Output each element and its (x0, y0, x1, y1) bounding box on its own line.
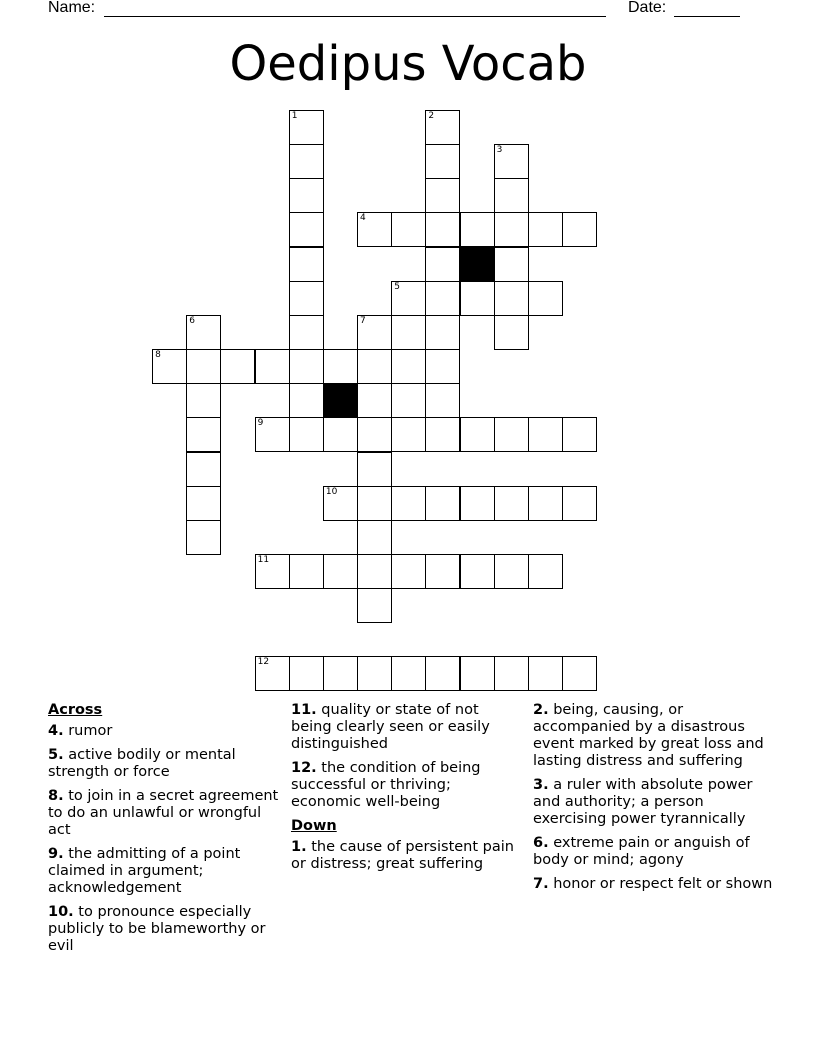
crossword-cell[interactable] (425, 212, 460, 247)
clue-text: to pronounce especially publicly to be blameworthy or evil (48, 904, 266, 954)
clue-column-1 (48, 702, 280, 962)
crossword-cell[interactable] (425, 315, 460, 350)
crossword-cell[interactable] (220, 349, 255, 384)
crossword-cell[interactable] (391, 417, 426, 452)
clue-number: 1 (291, 111, 298, 121)
crossword-cell[interactable] (494, 281, 529, 316)
clue-number: 6. (533, 835, 549, 851)
clue-item (48, 846, 280, 897)
clue-number: 2 (428, 111, 435, 121)
crossword-cell[interactable] (425, 554, 460, 589)
crossword-cell[interactable] (357, 349, 392, 384)
crossword-cell[interactable] (528, 281, 563, 316)
crossword-cell[interactable] (323, 656, 358, 691)
clue-item (291, 702, 523, 753)
date-label: Date: (628, 0, 667, 16)
crossword-cell[interactable] (186, 452, 221, 487)
crossword-cell[interactable] (425, 486, 460, 521)
crossword-cell[interactable] (425, 144, 460, 179)
crossword-cell[interactable] (562, 417, 597, 452)
crossword-cell[interactable] (460, 554, 495, 589)
crossword-cell[interactable] (289, 144, 324, 179)
page-title: Oedipus Vocab (229, 36, 587, 92)
clue-number: 12 (257, 657, 270, 668)
crossword-cell[interactable] (494, 178, 529, 213)
crossword-cell[interactable] (357, 417, 392, 452)
crossword-cell[interactable] (460, 417, 495, 452)
clue-number: 7 (360, 315, 366, 326)
clue-number: 12. (291, 760, 317, 776)
crossword-cell[interactable] (494, 486, 529, 521)
clue-item (48, 904, 280, 955)
crossword-cell[interactable] (323, 417, 358, 452)
clue-item (48, 747, 280, 781)
crossword-cell[interactable] (289, 383, 324, 418)
crossword-cell[interactable] (391, 349, 426, 384)
clue-number: 5. (48, 747, 64, 763)
crossword-cell[interactable] (357, 486, 392, 521)
clue-number: 2. (533, 702, 549, 718)
crossword-cell[interactable] (255, 656, 290, 691)
clue-text: quality or state of not being clearly seen or easily distinguished (291, 702, 490, 752)
crossword-cell[interactable] (494, 656, 529, 691)
crossword-cell[interactable] (289, 281, 324, 316)
clue-number: 3 (496, 145, 503, 156)
crossword-cell[interactable] (494, 417, 529, 452)
crossword-cell[interactable] (528, 212, 563, 247)
crossword-cell[interactable] (357, 520, 392, 555)
filled-square (323, 383, 358, 418)
clue-number: 1. (291, 839, 307, 855)
crossword-cell[interactable] (357, 383, 392, 418)
clue-text: the admitting of a point claimed in argument; acknowledgement (48, 846, 241, 896)
crossword-cell[interactable] (323, 349, 358, 384)
clue-number: 8. (48, 788, 64, 804)
clue-text: a ruler with absolute power and authority; a person exercising power tyrannically (533, 777, 753, 827)
crossword-cell[interactable] (186, 349, 221, 384)
crossword-cell[interactable] (186, 417, 221, 452)
crossword-cell[interactable] (289, 110, 324, 145)
crossword-cell[interactable] (255, 417, 290, 452)
crossword-cell[interactable] (152, 349, 187, 384)
clue-number: 9. (48, 846, 64, 862)
clue-item (533, 777, 773, 828)
clue-text: extreme pain or anguish of body or mind; agony (533, 835, 750, 868)
crossword-cell[interactable] (323, 554, 358, 589)
clue-text: active bodily or mental strength or force (48, 747, 236, 780)
crossword-cell[interactable] (425, 383, 460, 418)
crossword-cell[interactable] (357, 588, 392, 623)
clue-number: 11 (257, 554, 270, 565)
crossword-cell[interactable] (391, 486, 426, 521)
crossword-cell[interactable] (186, 383, 221, 418)
crossword-cell[interactable] (289, 656, 324, 691)
crossword-cell[interactable] (391, 212, 426, 247)
clue-text: the condition of being successful or thriving; economic well-being (291, 760, 481, 810)
clue-item (48, 723, 280, 740)
clue-text: to join in a secret agreement to do an unlawful or wrongful act (48, 788, 279, 838)
crossword-cell[interactable] (425, 656, 460, 691)
clue-number: 10 (325, 486, 338, 497)
date-field[interactable] (674, 16, 740, 17)
clue-text: rumor (68, 723, 113, 739)
crossword-cell[interactable] (460, 656, 495, 691)
crossword-cell[interactable] (494, 315, 529, 350)
clue-number: 4 (360, 213, 366, 224)
clue-column-2 (291, 702, 523, 880)
crossword-cell[interactable] (289, 247, 324, 282)
clue-text: honor or respect felt or shown (553, 876, 773, 892)
crossword-cell[interactable] (460, 281, 495, 316)
crossword-cell[interactable] (528, 656, 563, 691)
clue-number: 11. (291, 702, 317, 718)
crossword-cell[interactable] (460, 212, 495, 247)
crossword-cell[interactable] (391, 554, 426, 589)
crossword-cell[interactable] (289, 212, 324, 247)
clue-number: 6 (189, 315, 196, 326)
crossword-cell[interactable] (357, 554, 392, 589)
crossword-cell[interactable] (562, 212, 597, 247)
crossword-cell[interactable] (186, 315, 221, 350)
clue-number: 8 (155, 350, 161, 361)
crossword-cell[interactable] (562, 656, 597, 691)
header (48, 0, 768, 20)
crossword-cell[interactable] (255, 554, 290, 589)
crossword-cell[interactable] (323, 486, 358, 521)
crossword-cell[interactable] (425, 349, 460, 384)
clue-number: 7. (533, 876, 549, 892)
clue-number: 9 (257, 418, 264, 429)
crossword-cell[interactable] (494, 247, 529, 282)
clue-item (533, 876, 773, 893)
clue-number: 5 (394, 281, 400, 292)
crossword-cell[interactable] (528, 554, 563, 589)
clue-item (533, 835, 773, 869)
crossword-cell[interactable] (425, 247, 460, 282)
clue-item (291, 839, 523, 873)
crossword-cell[interactable] (460, 486, 495, 521)
down-heading: Down (291, 818, 337, 834)
crossword-cell[interactable] (425, 281, 460, 316)
clue-item (48, 788, 280, 839)
crossword-cell[interactable] (391, 281, 426, 316)
crossword-cell[interactable] (289, 417, 324, 452)
crossword-cell[interactable] (255, 349, 290, 384)
crossword-cell[interactable] (289, 315, 324, 350)
crossword-cell[interactable] (528, 486, 563, 521)
clue-text: the cause of persistent pain or distress; great suffering (291, 839, 514, 872)
crossword-cell[interactable] (528, 417, 563, 452)
crossword-cell[interactable] (186, 486, 221, 521)
crossword-cell[interactable] (357, 212, 392, 247)
name-field[interactable] (104, 16, 606, 17)
crossword-cell[interactable] (494, 554, 529, 589)
clue-number: 4. (48, 723, 64, 739)
crossword-cell[interactable] (425, 178, 460, 213)
clue-text: being, causing, or accompanied by a disastrous event marked by great loss and lasting distress and suffering (533, 702, 764, 769)
clue-number: 3. (533, 777, 549, 793)
crossword-cell[interactable] (425, 110, 460, 145)
crossword-cell[interactable] (289, 349, 324, 384)
crossword-cell[interactable] (357, 315, 392, 350)
crossword-cell[interactable] (357, 452, 392, 487)
filled-square (460, 247, 495, 282)
crossword-cell[interactable] (289, 178, 324, 213)
crossword-cell[interactable] (494, 144, 529, 179)
clue-column-3 (533, 702, 773, 900)
crossword-cell[interactable] (391, 656, 426, 691)
crossword-cell[interactable] (357, 656, 392, 691)
crossword-cell[interactable] (186, 520, 221, 555)
name-label: Name: (48, 0, 96, 16)
clue-number: 10. (48, 904, 74, 920)
crossword-cell[interactable] (289, 554, 324, 589)
clue-item (291, 760, 523, 811)
crossword-cell[interactable] (494, 212, 529, 247)
across-heading: Across (48, 702, 103, 718)
crossword-cell[interactable] (425, 417, 460, 452)
clue-item (533, 702, 773, 770)
crossword-cell[interactable] (562, 486, 597, 521)
